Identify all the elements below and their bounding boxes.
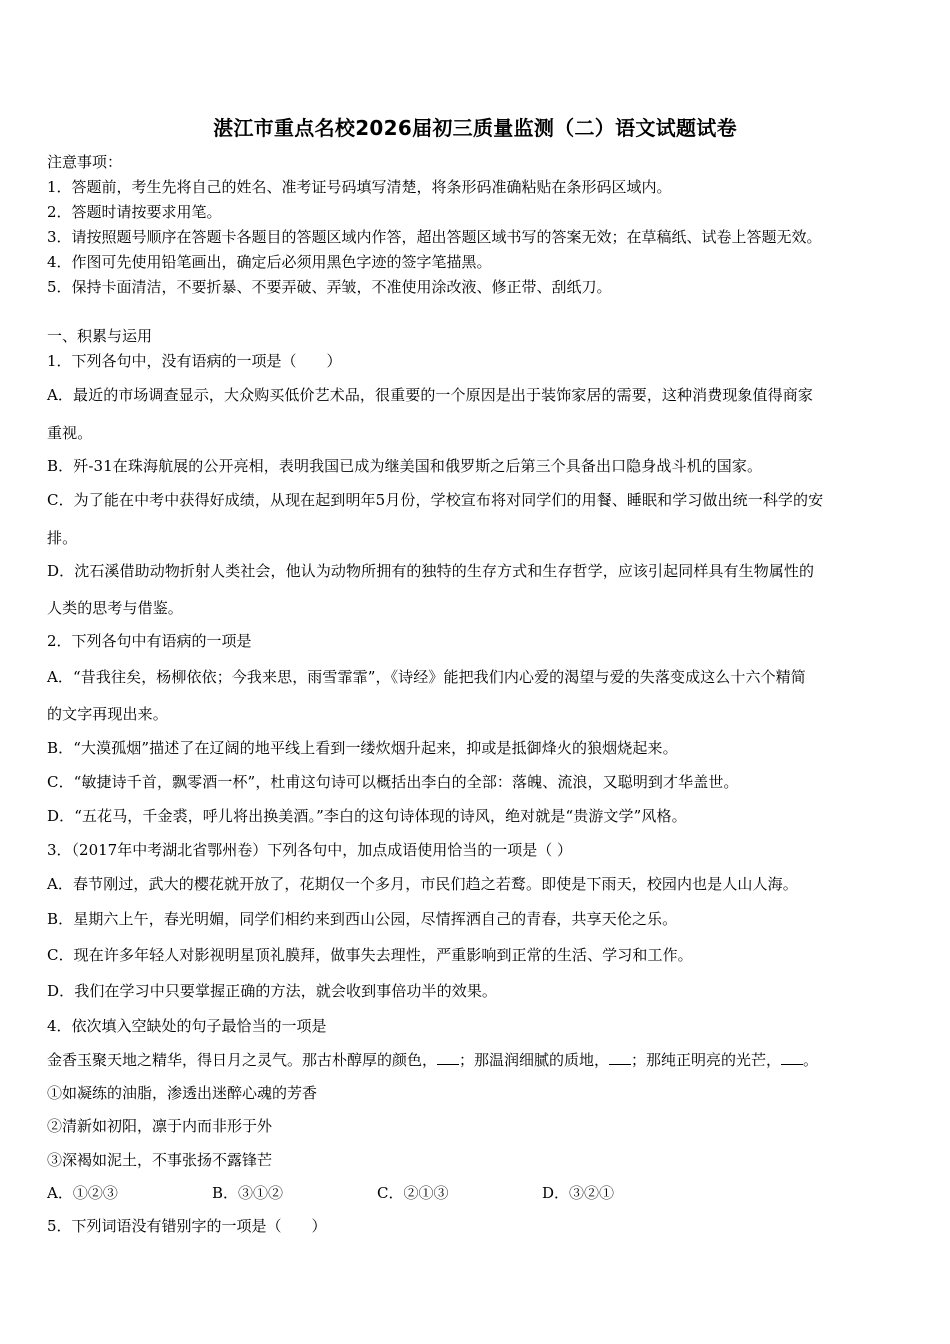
q3-option-b: B．星期六上午，春光明媚，同学们相约来到西山公园，尽情挥洒自己的青春，共享天伦之乐。 <box>47 910 678 928</box>
q1-option-d-cont: 人类的思考与借鉴。 <box>47 599 183 617</box>
q4-blank-2 <box>609 1050 631 1065</box>
q4-blank-3 <box>781 1050 803 1065</box>
notice-item-4: 4．作图可先使用铅笔画出，确定后必须用黑色字迹的签字笔描黑。 <box>47 253 492 271</box>
q3-stem: 3．（2017年中考湖北省鄂州卷）下列各句中，加点成语使用恰当的一项是（ ） <box>47 841 572 859</box>
notice-item-1: 1．答题前，考生先将自己的姓名、准考证号码填写清楚，将条形码准确粘贴在条形码区域内。 <box>47 178 672 196</box>
q2-option-a-cont: 的文字再现出来。 <box>47 705 168 723</box>
notice-item-2: 2．答题时请按要求用笔。 <box>47 203 222 221</box>
q1-stem: 1．下列各句中，没有语病的一项是（ ） <box>47 352 342 370</box>
q4-option-b: B．③①② <box>212 1184 284 1202</box>
q4-passage-part-2: ；那温润细腻的质地， <box>459 1051 610 1069</box>
q1-option-d: D．沈石溪借助动物折射人类社会，他认为动物所拥有的独特的生存方式和生存哲学，应该引起同样具有生物属性的 <box>47 562 815 580</box>
exam-title: 湛江市重点名校2026届初三质量监测（二）语文试题试卷 <box>213 116 737 140</box>
q4-sentence-2: ②清新如初阳，凛于内而非形于外 <box>47 1117 273 1135</box>
q4-option-c: C．②①③ <box>377 1184 449 1202</box>
q4-passage-part-1: 金香玉聚天地之精华，得日月之灵气。那古朴醇厚的颜色， <box>47 1051 438 1069</box>
q1-option-a: A．最近的市场调查显示，大众购买低价艺术品，很重要的一个原因是出于装饰家居的需要，这种消费现象值得商家 <box>47 386 813 404</box>
section-heading: 一、积累与运用 <box>47 327 153 345</box>
q1-option-c: C．为了能在中考中获得好成绩，从现在起到明年5月份，学校宣布将对同学们的用餐、睡眠和学习做出统一科学的安 <box>47 491 824 509</box>
q4-sentence-3: ③深褐如泥土，不事张扬不露锋芒 <box>47 1151 273 1169</box>
notice-item-3: 3．请按照题号顺序在答题卡各题目的答题区域内作答，超出答题区域书写的答案无效；在草稿纸、试卷上答题无效。 <box>47 228 822 246</box>
q4-stem: 4．依次填入空缺处的句子最恰当的一项是 <box>47 1017 327 1035</box>
q3-option-a: A．春节刚过，武大的樱花就开放了，花期仅一个多月，市民们趋之若鹜。即使是下雨天，校园内也是人山人海。 <box>47 875 798 893</box>
q1-option-c-cont: 排。 <box>47 529 78 547</box>
notice-heading: 注意事项： <box>47 153 123 171</box>
q2-stem: 2．下列各句中有语病的一项是 <box>47 632 252 650</box>
q4-passage-part-4: 。 <box>803 1051 819 1069</box>
q2-option-d: D．“五花马，千金裘，呼儿将出换美酒。”李白的这句诗体现的诗风，绝对就是“贵游文学”风格。 <box>47 807 687 825</box>
q4-option-d: D．③②① <box>542 1184 615 1202</box>
q3-option-d: D．我们在学习中只要掌握正确的方法，就会收到事倍功半的效果。 <box>47 982 498 1000</box>
q1-option-a-cont: 重视。 <box>47 424 93 442</box>
q4-passage-part-3: ；那纯正明亮的光芒， <box>631 1051 782 1069</box>
q5-stem: 5．下列词语没有错别字的一项是（ ） <box>47 1217 327 1235</box>
q2-option-a: A．“昔我往矣，杨柳依依；今我来思，雨雪霏霏”，《诗经》能把我们内心爱的渴望与爱的失落变成这么十六个精简 <box>47 668 806 686</box>
q4-option-a: A．①②③ <box>47 1184 118 1202</box>
q2-option-b: B．“大漠孤烟”描述了在辽阔的地平线上看到一缕炊烟升起来，抑或是抵御烽火的狼烟烧起来。 <box>47 739 678 757</box>
q4-passage <box>47 1050 818 1070</box>
q1-option-b: B．歼-31在珠海航展的公开亮相，表明我国已成为继美国和俄罗斯之后第三个具备出口隐身战斗机的国家。 <box>47 457 763 475</box>
q4-blank-1 <box>437 1050 459 1065</box>
q2-option-c: C．“敏捷诗千首，飘零酒一杯”，杜甫这句诗可以概括出李白的全部：落魄、流浪，又聪明到才华盖世。 <box>47 773 739 791</box>
notice-item-5: 5．保持卡面清洁，不要折暴、不要弄破、弄皱，不准使用涂改液、修正带、刮纸刀。 <box>47 278 612 296</box>
q4-sentence-1: ①如凝练的油脂，渗透出迷醉心魂的芳香 <box>47 1084 318 1102</box>
q3-option-c: C．现在许多年轻人对影视明星顶礼膜拜，做事失去理性，严重影响到正常的生活、学习和工作。 <box>47 946 693 964</box>
